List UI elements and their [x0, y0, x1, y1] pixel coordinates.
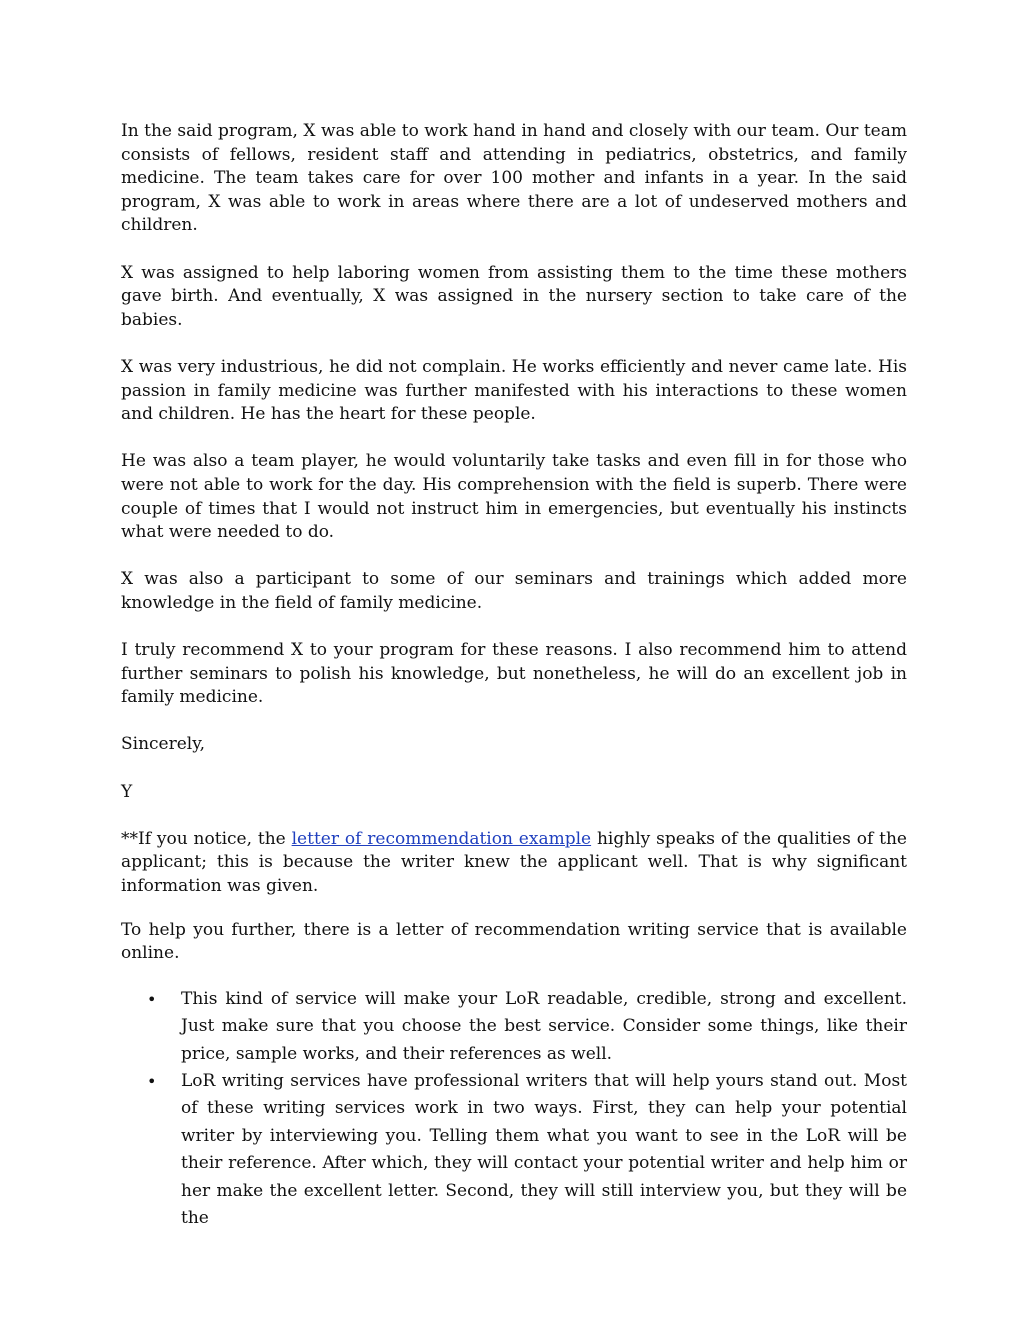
note-prefix: **If you notice, the: [121, 828, 292, 849]
list-item-text: This kind of service will make your LoR readable, credible, strong and excellent. Just make sure that you choose the best service. Consider some things, like their price, sample works, and their references as well.: [181, 988, 907, 1064]
note-paragraph: [121, 828, 907, 899]
recommendation-example-link[interactable]: letter of recommendation example: [291, 828, 592, 849]
service-bullet-list: [121, 986, 907, 1233]
paragraph-team-player: He was also a team player, he would voluntarily take tasks and even fill in for those who were not able to work for the day. His comprehension with the field is superb. There were couple of times that I would not instruct him in emergencies, but eventually his instincts what were needed to do.: [121, 451, 907, 543]
note-suffix: highly speaks of the qualities of the applicant; this is because the writer knew the applicant well. That is why significant information was given.: [121, 828, 907, 896]
list-item: [121, 1068, 907, 1232]
bullet-icon: •: [147, 1072, 157, 1091]
bullet-icon: •: [147, 989, 157, 1009]
paragraph-assignment: X was assigned to help laboring women from assisting them to the time these mothers gave birth. And eventually, X was assigned in the nursery section to take care of the babies.: [121, 262, 907, 330]
closing-text: Sincerely,: [121, 734, 205, 755]
document-page: [121, 120, 907, 1232]
signature-text: Y: [121, 781, 133, 802]
paragraph-seminars: X was also a participant to some of our seminars and trainings which added more knowledge in the field of family medicine.: [121, 569, 907, 613]
paragraph-program: In the said program, X was able to work hand in hand and closely with our team. Our team consists of fellows, resident staff and attending in pediatrics, obstetrics, and family medicine. The team takes care for over 100 mother and infants in a year. In the said program, X was able to work in areas where there are a lot of undeserved mothers and children.: [121, 121, 907, 236]
list-item-text: LoR writing services have professional writers that will help yours stand out. Most of these writing services work in two ways. First, they can help your potential writer by interviewing you. Telling them what you want to see in the LoR will be their reference. After which, they will contact your potential writer and help him or her make the excellent letter. Second, they will still interview you, but they will be the: [181, 1071, 907, 1229]
list-item: [121, 986, 907, 1068]
paragraph-industrious: X was very industrious, he did not complain. He works efficiently and never came late. His passion in family medicine was further manifested with his interactions to these women and children. He has the heart for these people.: [121, 356, 907, 425]
help-paragraph: To help you further, there is a letter of recommendation writing service that is available online.: [121, 919, 907, 964]
paragraph-recommendation: I truly recommend X to your program for these reasons. I also recommend him to attend further seminars to polish his knowledge, but nonetheless, he will do an excellent job in family medicine.: [121, 640, 907, 708]
